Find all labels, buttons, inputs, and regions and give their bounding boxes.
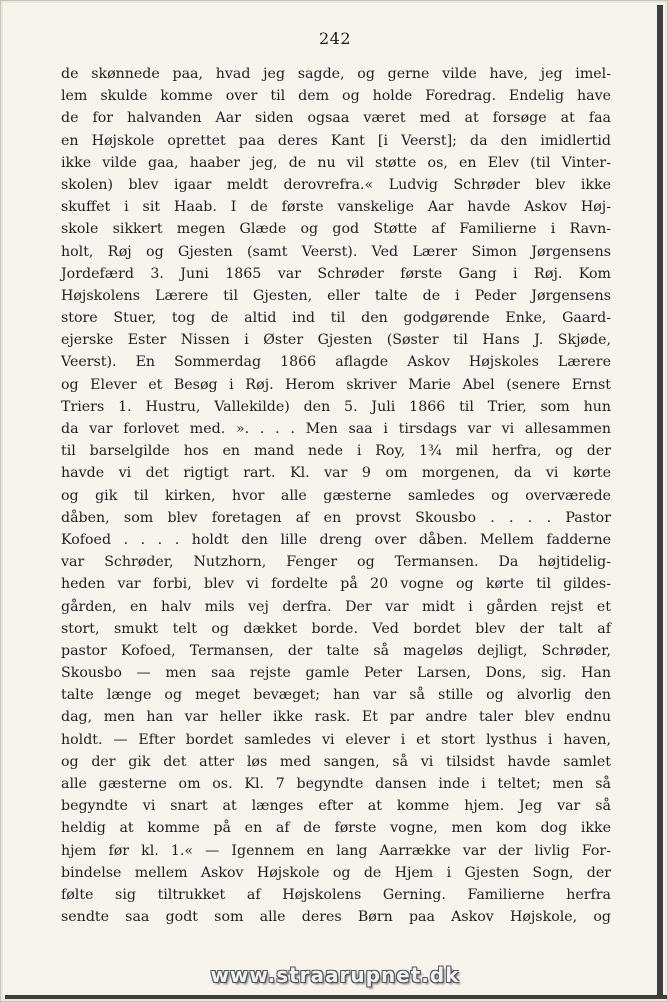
text-line: Skousbo — men saa rejste gamle Peter Larsen, Dons, sig. Han [61, 665, 611, 682]
text-line: Jordefærd 3. Juni 1865 var Schrøder første Gang i Røj. Kom [61, 265, 611, 282]
page-frame-bottom [5, 995, 667, 999]
text-line: dag, men han var heller ikke rask. Et par andre taler blev endnu [61, 709, 611, 726]
text-line: holdt. — Efter bordet samledes vi elever i et stort lysthus i haven, [61, 731, 611, 748]
text-line: en Højskole oprettet paa deres Kant [i Veerst]; da den imidlertid [61, 132, 611, 149]
text-line: de for halvanden Aar siden ogsaa været med at forsøge at faa [61, 110, 611, 127]
text-line: gården, en halv mils vej derfra. Der var midt i gården rejst et [61, 598, 611, 615]
text-line: og der gik det atter løs med sangen, så vi tilsidst havde samlet [61, 753, 611, 770]
text-line: følte sig tiltrukket af Højskolens Gerning. Familierne herfra [61, 886, 611, 903]
text-line: Kofoed . . . . holdt den lille dreng over dåben. Mellem fadderne [61, 531, 611, 548]
text-line: heden var forbi, blev vi fordelte på 20 vogne og kørte til gildes- [61, 576, 611, 593]
text-line: og gik til kirken, hvor alle gæsterne samledes og overværede [61, 487, 611, 504]
text-line: og Elever et Besøg i Røj. Herom skriver Marie Abel (senere Ernst [61, 376, 611, 393]
text-line: skuffet i sit Haab. I de første vanskelige Aar havde Askov Høj- [61, 199, 611, 216]
text-line: hjem før kl. 1.« — Igennem en lang Aarrække var der livlig For- [61, 842, 611, 859]
text-line: ejerske Ester Nissen i Øster Gjesten (Søster til Hans J. Skjøde, [61, 332, 611, 349]
text-line: talte længe og meget bevæget; han var så stille og alvorlig den [61, 687, 611, 704]
text-line: Triers 1. Hustru, Vallekilde) den 5. Juli 1866 til Trier, som hun [61, 398, 611, 415]
text-line: var Schrøder, Nutzhorn, Fenger og Termansen. Da højtidelig- [61, 554, 611, 571]
text-line: de skønnede paa, hvad jeg sagde, og gerne vilde have, jeg imel- [61, 66, 611, 82]
text-line: sendte saa godt som alle deres Børn paa Askov Højskole, og [61, 909, 611, 926]
text-line: ikke vilde gaa, haaber jeg, de nu vil støtte os, en Elev (til Vinter- [61, 154, 611, 171]
text-line: skole sikkert megen Glæde og god Støtte af Familierne i Ravn- [61, 221, 611, 238]
text-line: skolen) blev igaar meldt derovrefra.« Ludvig Schrøder blev ikke [61, 176, 611, 193]
text-line: pastor Kofoed, Termansen, der talte så mageløs dejligt, Schrøder, [61, 642, 611, 659]
text-line: havde vi det rigtigt rart. Kl. var 9 om morgenen, da vi kørte [61, 465, 611, 482]
watermark: www.straarupnet.dk [210, 963, 460, 987]
text-line: lem skulde komme over til dem og holde Foredrag. Endelig have [61, 88, 611, 105]
body-text [61, 63, 611, 928]
page-frame-right [657, 5, 663, 999]
text-line: heldig at komme på en af de første vogne, men kom dog ikke [61, 820, 611, 837]
text-line: begyndte vi snart at længes efter at komme hjem. Jeg var så [61, 798, 611, 815]
page-number: 242 [318, 29, 352, 48]
text-line: Højskolens Lærere til Gjesten, eller talte de i Peder Jørgensens [61, 287, 611, 304]
text-line: stort, smukt telt og dækket borde. Ved bordet blev der talt af [61, 620, 611, 637]
text-line: dåben, som blev foretagen af en provst Skousbo . . . . Pastor [61, 509, 611, 526]
text-line: bindelse mellem Askov Højskole og de Hjem i Gjesten Sogn, der [61, 864, 611, 881]
text-line: Veerst). En Sommerdag 1866 aflagde Askov Højskoles Lærere [61, 354, 611, 371]
text-line: til barselgilde hos en mand nede i Roy, 1¾ mil herfra, og der [61, 443, 611, 460]
text-line: holt, Røj og Gjesten (samt Veerst). Ved Lærer Simon Jørgensens [61, 243, 611, 260]
text-line: alle gæsterne om os. Kl. 7 begyndte dansen inde i teltet; men så [61, 776, 611, 792]
text-line: store Stuer, tog de altid ind til den godgørende Enke, Gaard- [61, 310, 611, 327]
text-line: da var forlovet med. ». . . . Men saa i tirsdags var vi allesammen [61, 421, 611, 437]
